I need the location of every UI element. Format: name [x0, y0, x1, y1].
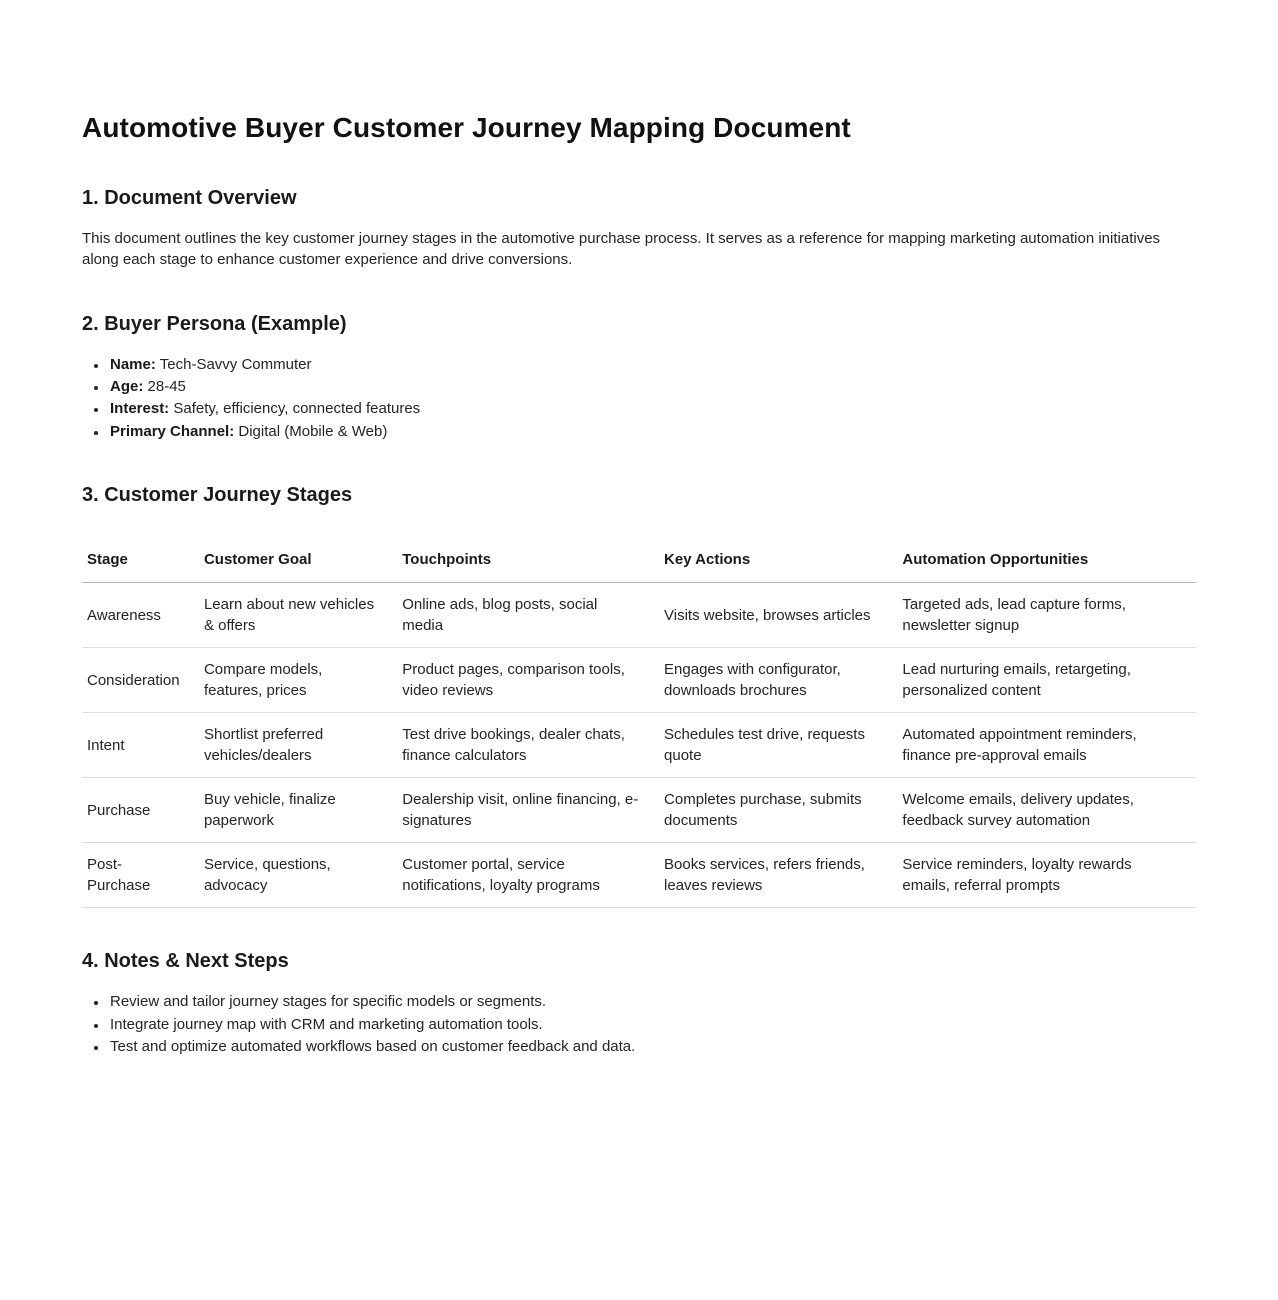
table-row-purchase — [82, 778, 1196, 843]
cell-customer-goal: Compare models, features, prices — [199, 648, 397, 713]
persona-list — [82, 354, 1196, 443]
table-row-post-purchase — [82, 843, 1196, 908]
table-row-intent — [82, 713, 1196, 778]
persona-item-label: Name: — [110, 355, 156, 373]
table-row-awareness — [82, 583, 1196, 648]
journey-stages-table — [82, 536, 1196, 908]
cell-customer-goal: Service, questions, advocacy — [199, 843, 397, 908]
column-header-stage: Stage — [82, 536, 199, 583]
cell-stage: Intent — [82, 713, 199, 778]
column-header-touchpoints: Touchpoints — [397, 536, 659, 583]
cell-key-actions: Schedules test drive, requests quote — [659, 713, 897, 778]
cell-key-actions: Visits website, browses articles — [659, 583, 897, 648]
notes-list — [82, 991, 1196, 1057]
section-heading-persona: 2. Buyer Persona (Example) — [82, 312, 347, 335]
section-heading-notes: 4. Notes & Next Steps — [82, 950, 289, 973]
cell-automation-opportunities: Lead nurturing emails, retargeting, personalized content — [897, 648, 1196, 713]
cell-customer-goal: Buy vehicle, finalize paperwork — [199, 778, 397, 843]
cell-automation-opportunities: Automated appointment reminders, finance pre-approval emails — [897, 713, 1196, 778]
persona-item-age — [108, 376, 1196, 397]
cell-touchpoints: Test drive bookings, dealer chats, finance calculators — [397, 713, 659, 778]
persona-item-primary-channel — [108, 421, 1196, 442]
cell-touchpoints: Online ads, blog posts, social media — [397, 583, 659, 648]
cell-stage: Purchase — [82, 778, 199, 843]
overview-paragraph: This document outlines the key customer journey stages in the automotive purchase process. It serves as a reference for mapping marketing automation initiatives along each stage to enhance customer experience and drive conversions. — [82, 230, 1161, 269]
cell-customer-goal: Shortlist preferred vehicles/dealers — [199, 713, 397, 778]
persona-item-value: Digital (Mobile & Web) — [238, 422, 388, 440]
table-row-consideration — [82, 648, 1196, 713]
document-page — [82, 0, 1196, 1179]
section-heading-journey: 3. Customer Journey Stages — [82, 484, 353, 507]
cell-stage: Consideration — [82, 648, 199, 713]
column-header-automation-opportunities: Automation Opportunities — [897, 536, 1196, 583]
cell-stage: Awareness — [82, 583, 199, 648]
column-header-key-actions: Key Actions — [659, 536, 897, 583]
persona-item-label: Primary Channel: — [110, 422, 235, 440]
notes-item: • Test and optimize automated workflows based on customer feedback and data. — [108, 1036, 1196, 1057]
cell-touchpoints: Customer portal, service notifications, loyalty programs — [397, 843, 659, 908]
persona-item-value: Tech-Savvy Commuter — [159, 355, 312, 373]
persona-item-interest — [108, 398, 1196, 419]
table-header-row — [82, 536, 1196, 583]
cell-touchpoints: Dealership visit, online financing, e-signatures — [397, 778, 659, 843]
column-header-customer-goal: Customer Goal — [199, 536, 397, 583]
cell-touchpoints: Product pages, comparison tools, video reviews — [397, 648, 659, 713]
persona-item-name — [108, 354, 1196, 375]
cell-key-actions: Engages with configurator, downloads brochures — [659, 648, 897, 713]
persona-item-label: Interest: — [110, 400, 170, 418]
persona-item-label: Age: — [110, 378, 144, 396]
cell-key-actions: Completes purchase, submits documents — [659, 778, 897, 843]
cell-automation-opportunities: Welcome emails, delivery updates, feedback survey automation — [897, 778, 1196, 843]
notes-item: • Review and tailor journey stages for specific models or segments. — [108, 991, 1196, 1012]
persona-item-value: 28-45 — [147, 378, 186, 396]
section-heading-overview: 1. Document Overview — [82, 187, 297, 209]
cell-automation-opportunities: Service reminders, loyalty rewards emails, referral prompts — [897, 843, 1196, 908]
cell-stage: Post-Purchase — [82, 843, 199, 908]
notes-item: • Integrate journey map with CRM and marketing automation tools. — [108, 1014, 1196, 1035]
page-title: Automotive Buyer Customer Journey Mapping Document — [82, 112, 851, 143]
persona-item-value: Safety, efficiency, connected features — [173, 400, 421, 418]
cell-automation-opportunities: Targeted ads, lead capture forms, newsletter signup — [897, 583, 1196, 648]
cell-key-actions: Books services, refers friends, leaves reviews — [659, 843, 897, 908]
cell-customer-goal: Learn about new vehicles & offers — [199, 583, 397, 648]
